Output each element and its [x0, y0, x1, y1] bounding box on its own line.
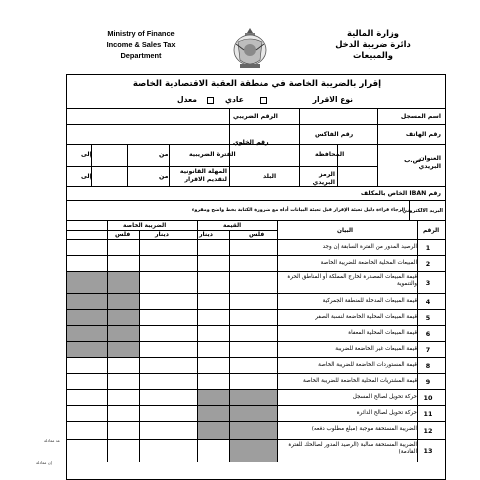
- amount-cell[interactable]: [67, 326, 107, 342]
- amount-cell[interactable]: [107, 310, 139, 326]
- row-description: حركة تحويل لصالح المسجل: [352, 394, 417, 400]
- row-number: 3: [425, 279, 431, 287]
- amount-cell[interactable]: [139, 310, 197, 326]
- table-row: [67, 239, 445, 255]
- amount-cell[interactable]: [197, 294, 229, 310]
- amount-cell[interactable]: [139, 406, 197, 422]
- row-number: 13: [423, 447, 433, 455]
- tax-number-label: الرقم الضريبي: [233, 113, 278, 120]
- amount-cell[interactable]: [67, 294, 107, 310]
- amount-cell[interactable]: [139, 374, 197, 390]
- amount-cell[interactable]: [229, 240, 277, 256]
- legal-deadline-label: المهلة القانونية لتقديم الاقرار: [179, 168, 227, 183]
- registrant-row: [67, 109, 445, 125]
- row-description: قيمة المبيعات المحلية المعفاة: [348, 330, 417, 336]
- table-row: [67, 255, 445, 271]
- col-value: القيمة: [223, 223, 242, 229]
- period-to-label: إلى: [81, 151, 92, 158]
- table-row: [67, 421, 445, 439]
- table-row: [67, 271, 445, 293]
- header-en-line1: Ministry of Finance: [107, 29, 175, 38]
- title-row: [67, 75, 445, 109]
- amount-cell[interactable]: [229, 342, 277, 358]
- data-table: [67, 239, 445, 479]
- amount-cell[interactable]: [67, 422, 107, 440]
- amount-cell[interactable]: [107, 294, 139, 310]
- amount-cell[interactable]: [107, 256, 139, 272]
- amount-cell[interactable]: [107, 326, 139, 342]
- row-number: 1: [425, 244, 431, 252]
- amount-cell[interactable]: [107, 342, 139, 358]
- col-value-dinar: دينار: [199, 231, 213, 238]
- amount-cell[interactable]: [67, 256, 107, 272]
- amount-cell[interactable]: [229, 326, 277, 342]
- amount-cell[interactable]: [229, 294, 277, 310]
- amount-cell[interactable]: [67, 272, 107, 294]
- amount-cell[interactable]: [107, 240, 139, 256]
- period-from-label: من: [159, 151, 169, 158]
- governorate-label: المحافظة: [315, 151, 345, 158]
- col-description: البيان: [337, 228, 354, 234]
- header-en-line3: Department: [120, 51, 162, 60]
- iban-row: [67, 187, 445, 201]
- header-arabic: [318, 28, 428, 61]
- table-row: [67, 373, 445, 389]
- amount-cell[interactable]: [139, 440, 197, 462]
- jordan-coat-of-arms-icon: [230, 24, 270, 72]
- row-description: قيمة المشتريات المحلية الخاضعة للضريبة الخاصة: [303, 378, 417, 384]
- address-row: [67, 145, 445, 187]
- form-title: إقرار بالضريبة الخاصة في منطقة العقبة الاقتصادية الخاصة: [132, 79, 382, 89]
- declaration-form: [66, 74, 446, 480]
- amount-cell[interactable]: [67, 390, 107, 406]
- deadline-from-label: من: [159, 173, 169, 180]
- po-box-label: ص.ب: [404, 157, 421, 164]
- header-ar-line3: والمبيعات: [353, 50, 393, 60]
- row-number: 10: [423, 394, 433, 402]
- amount-cell[interactable]: [139, 342, 197, 358]
- table-row: [67, 439, 445, 461]
- postal-code-label: الرمز البريدي: [312, 171, 335, 186]
- row-description: حركة تحويل لصالح الدائرة: [356, 410, 417, 416]
- row-description: قيمة المبيعات غير الخاضعة للضريبة: [335, 346, 417, 352]
- iban-label: رقم IBAN الخاص بالمكلف: [360, 190, 441, 197]
- amount-cell[interactable]: [229, 374, 277, 390]
- contact-row: [67, 125, 445, 145]
- phone-label: رقم الهاتف: [405, 131, 441, 138]
- amount-cell[interactable]: [139, 422, 197, 440]
- amount-cell[interactable]: [139, 240, 197, 256]
- table-row: [67, 357, 445, 373]
- row-description: الضريبة المستحقة سالبة (الرصيد المدور لصالحك للفترة القادمة): [288, 442, 417, 455]
- tax-period-label: الفترة الضريبية: [189, 151, 236, 158]
- amount-cell[interactable]: [197, 326, 229, 342]
- col-tax-dinar: دينار: [155, 231, 169, 238]
- registrant-name-field[interactable]: [300, 109, 377, 125]
- amount-cell[interactable]: [197, 310, 229, 326]
- amount-cell[interactable]: [107, 272, 139, 294]
- row-number: 5: [425, 314, 431, 322]
- amount-cell[interactable]: [197, 256, 229, 272]
- type-amended-checkbox[interactable]: [207, 97, 214, 104]
- row-number: 9: [425, 378, 431, 386]
- row-description: قيمة المستوردات الخاضعة للضريبة الخاصة: [318, 362, 417, 368]
- row-description: الرصيد المدور من الفترة السابقة إن وجد: [322, 244, 417, 250]
- mobile-label: رقم الخلوي: [233, 139, 269, 146]
- amount-cell[interactable]: [67, 406, 107, 422]
- amount-cell[interactable]: [67, 240, 107, 256]
- registrant-label: اسم المسجل: [400, 113, 441, 120]
- amount-cell[interactable]: [139, 390, 197, 406]
- side-note-1: عد معادلة: [44, 438, 61, 443]
- instructions-text: الرجاء قراءة دليل تعبئة الإقرار قبل تعبئة البيانات أداه مع ضرورة الكتابة بخط واضح ومقروء: [191, 208, 405, 213]
- header-en-line2: Income & Sales Tax: [106, 40, 176, 49]
- row-number: 6: [425, 330, 431, 338]
- col-tax-fils: فلس: [115, 231, 131, 238]
- col-number: الرقم: [423, 228, 440, 234]
- type-regular-checkbox[interactable]: [260, 97, 267, 104]
- amount-cell[interactable]: [139, 272, 197, 294]
- amount-cell[interactable]: [139, 256, 197, 272]
- row-number: 11: [423, 410, 433, 418]
- deadline-to-label: إلى: [81, 173, 92, 180]
- postal-address-label: العنوان البريدي: [418, 155, 441, 170]
- col-special-tax: الضريبة الخاصة: [123, 223, 167, 229]
- amount-cell[interactable]: [107, 358, 139, 374]
- row-number: 4: [425, 298, 431, 306]
- amount-cell[interactable]: [107, 406, 139, 422]
- amount-cell[interactable]: [197, 358, 229, 374]
- amount-cell[interactable]: [197, 374, 229, 390]
- col-value-fils: فلس: [249, 231, 265, 238]
- amount-cell[interactable]: [107, 422, 139, 440]
- amount-cell[interactable]: [197, 406, 229, 422]
- type-regular-label: عادي: [225, 95, 244, 104]
- row-number: 2: [425, 260, 431, 268]
- amount-cell[interactable]: [229, 406, 277, 422]
- amount-cell[interactable]: [197, 240, 229, 256]
- tax-number-field[interactable]: [67, 109, 229, 125]
- amount-cell[interactable]: [197, 440, 229, 462]
- amount-cell[interactable]: [67, 358, 107, 374]
- amount-cell[interactable]: [197, 272, 229, 294]
- email-row: [67, 201, 445, 221]
- row-number: 8: [425, 362, 431, 370]
- amount-cell[interactable]: [229, 390, 277, 406]
- amount-cell[interactable]: [229, 310, 277, 326]
- amount-cell[interactable]: [107, 440, 139, 462]
- table-row: [67, 293, 445, 309]
- fax-label: رقم الفاكس: [315, 131, 354, 138]
- email-label: البريد الالكتروني: [402, 208, 443, 214]
- row-number: 12: [423, 427, 433, 435]
- amount-cell[interactable]: [229, 358, 277, 374]
- amount-cell[interactable]: [67, 440, 107, 462]
- amount-cell[interactable]: [229, 422, 277, 440]
- row-description: الضريبة المستحقة موجبة (مبلغ مطلوب دفعه): [311, 426, 417, 432]
- amount-cell[interactable]: [229, 440, 277, 462]
- amount-cell[interactable]: [139, 358, 197, 374]
- row-description: قيمة المبيعات المحلية الخاضعة لنسبة الصفر: [315, 314, 417, 320]
- row-description: قيمة المبيعات المدخلة للمنطقة الجمركية: [322, 298, 417, 304]
- amount-cell[interactable]: [107, 390, 139, 406]
- row-number: 7: [425, 346, 431, 354]
- amount-cell[interactable]: [197, 422, 229, 440]
- table-row: [67, 309, 445, 325]
- amount-cell[interactable]: [67, 374, 107, 390]
- amount-cell[interactable]: [229, 272, 277, 294]
- amount-cell[interactable]: [139, 294, 197, 310]
- iban-field[interactable]: [67, 187, 337, 201]
- header-ar-line1: وزارة المالية: [347, 28, 399, 38]
- table-row: [67, 389, 445, 405]
- header-ar-line2: دائرة ضريبة الدخل: [335, 39, 411, 49]
- row-description: المبيعات المحلية الخاضعة للضريبة الخاصة: [320, 260, 417, 266]
- type-amended-label: معدل: [177, 95, 197, 104]
- side-note-2: إن معادلة: [36, 460, 52, 465]
- header-english: [86, 28, 196, 61]
- table-row: [67, 325, 445, 341]
- amount-cell[interactable]: [139, 326, 197, 342]
- amount-cell[interactable]: [197, 390, 229, 406]
- amount-cell[interactable]: [107, 374, 139, 390]
- row-description: قيمة المبيعات المصدرة لخارج المملكة أو المناطق الحرة والتنموية: [287, 274, 417, 287]
- table-row: [67, 341, 445, 357]
- amount-cell[interactable]: [229, 256, 277, 272]
- table-row: [67, 405, 445, 421]
- declaration-type-label: نوع الاقرار: [312, 95, 353, 104]
- amount-cell[interactable]: [67, 342, 107, 358]
- amount-cell[interactable]: [197, 342, 229, 358]
- table-header: [67, 221, 445, 239]
- amount-cell[interactable]: [67, 310, 107, 326]
- city-label: البلد: [263, 173, 277, 180]
